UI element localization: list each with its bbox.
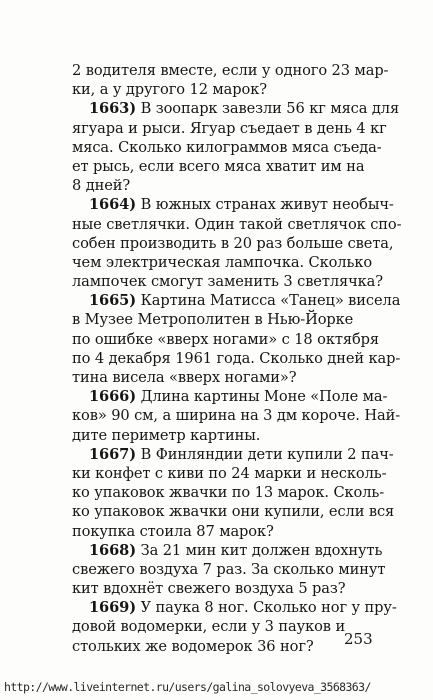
problem-1665-line-1 — [72, 291, 401, 310]
text-line: стольких же водомерок 36 ног? — [72, 637, 314, 655]
text-line: ко упаковок жвачки они купили, если вся — [72, 503, 395, 521]
text-line: ягуара и рыси. Ягуар съедает в день 4 кг — [72, 119, 387, 137]
text-line: ет рысь, если всего мяса хватит им на — [72, 157, 365, 175]
problem-1669-line-1 — [72, 598, 397, 617]
problem-1668-line-1 — [72, 541, 383, 560]
text-line: 2 водителя вместе, если у одного 23 мар- — [72, 62, 389, 79]
problems-text — [72, 61, 402, 656]
problem-text: Картина Матисса «Танец» висела — [136, 292, 401, 310]
text-line: ные светлячки. Один такой светлячок спо- — [72, 215, 402, 233]
problem-number: 1666) — [89, 388, 137, 406]
text-line: чем электрическая лампочка. Сколько — [72, 253, 373, 271]
text-line: лампочек смогут заменить 3 светлячка? — [72, 273, 383, 291]
text-line: в Музее Метрополитен в Нью-Йорке — [72, 311, 354, 329]
problem-text: У паука 8 ног. Сколько ног у пру- — [136, 599, 397, 617]
problem-text: Длина картины Моне «Поле ма- — [136, 388, 388, 406]
text-line: покупка стоила 87 марок? — [72, 522, 274, 540]
text-line: тина висела «вверх ногами»? — [72, 369, 297, 386]
problem-text: За 21 мин кит должен вдохнуть — [136, 541, 383, 559]
text-line: свежего воздуха 7 раз. За сколько минут — [72, 560, 386, 578]
problem-text: В Финляндии дети купили 2 пач- — [136, 445, 394, 463]
text-line: собен производить в 20 раз больше света, — [72, 234, 394, 252]
problem-text: В южных странах живут необыч- — [136, 196, 394, 214]
problem-number: 1663) — [89, 100, 137, 118]
text-line: довой водомерки, если у 3 пауков и — [72, 618, 346, 636]
text-line: дите периметр картины. — [72, 426, 261, 444]
problem-text: В зоопарк завезли 56 кг мяса для — [136, 100, 400, 118]
text-line: по ошибке «вверх ногами» с 18 октября — [72, 330, 379, 348]
text-line: ки конфет с киви по 24 марки и несколь- — [72, 464, 387, 482]
problem-number: 1669) — [89, 599, 137, 617]
problem-number: 1668) — [89, 541, 137, 559]
problem-1663-line-1 — [72, 99, 400, 118]
problem-1666-line-1 — [72, 387, 388, 406]
footer-url[interactable]: http://www.liveinternet.ru/users/galina_solovyeva_3568363/ — [4, 680, 371, 694]
problem-1664-line-1 — [72, 195, 394, 214]
text-line: кит вдохнёт свежего воздуха 5 раз? — [72, 580, 346, 598]
text-line: ков» 90 см, а ширина на 3 дм короче. Най- — [72, 407, 401, 425]
page-number: 253 — [344, 630, 373, 648]
text-line: по 4 декабря 1961 года. Сколько дней кар- — [72, 349, 401, 367]
problem-1667-line-1 — [72, 445, 394, 464]
problem-number: 1665) — [89, 292, 137, 310]
text-line: ко упаковок жвачки по 13 марок. Сколь- — [72, 484, 385, 502]
text-line: ки, а у другого 12 марок? — [72, 81, 267, 99]
problem-number: 1667) — [89, 445, 137, 463]
text-line: 8 дней? — [72, 177, 131, 195]
text-line: мяса. Сколько килограммов мяса съеда- — [72, 138, 382, 156]
problem-number: 1664) — [89, 196, 137, 214]
